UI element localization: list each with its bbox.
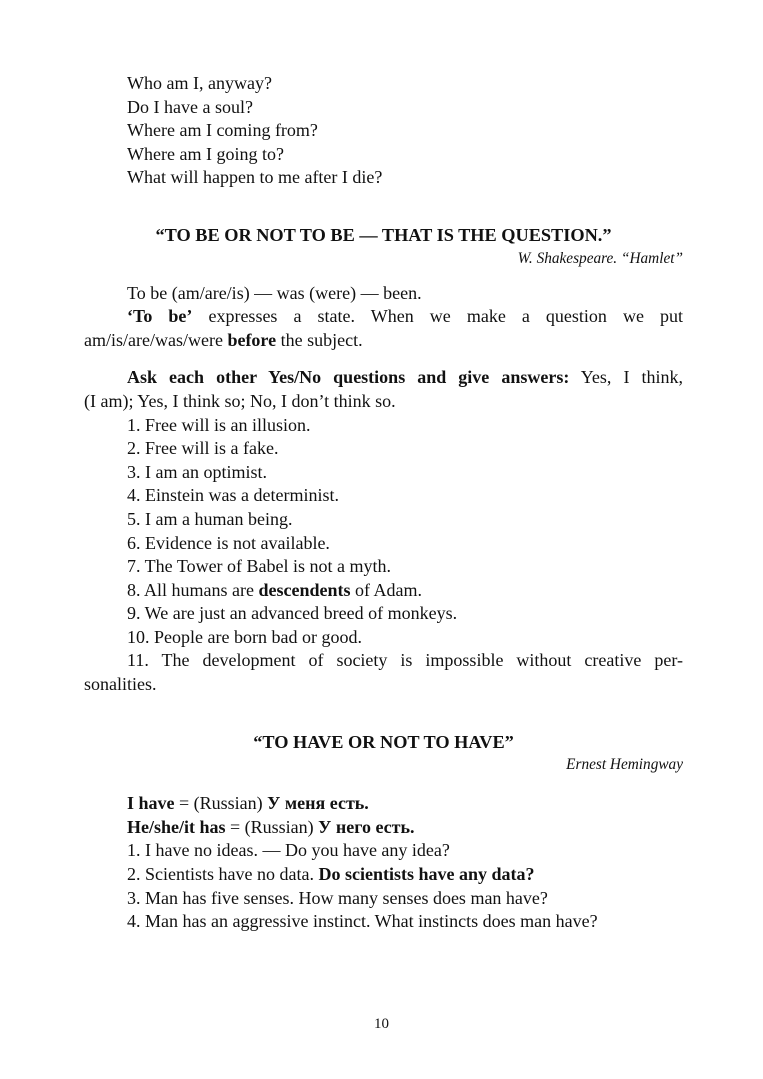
book-page	[84, 72, 683, 934]
intro-question: Do I have a soul?	[127, 96, 253, 117]
list-item-text: of Adam.	[350, 579, 422, 600]
list-item: 2. Free will is a fake.	[127, 438, 279, 459]
intro-question: Where am I going to?	[127, 143, 284, 164]
list-item-bold: descendents	[258, 579, 351, 600]
list-item: 3. I am an optimist.	[127, 461, 267, 482]
list-item: 9. We are just an advanced breed of monkeys.	[127, 603, 458, 624]
list-item	[84, 579, 683, 603]
he-has-middle: = (Russian)	[225, 816, 319, 837]
attribution-shakespeare: W. Shakespeare. “Hamlet”	[517, 249, 683, 267]
list-item: 4. Einstein was a determinist.	[127, 485, 339, 506]
i-have-middle: = (Russian)	[174, 793, 268, 814]
i-have-term: I have	[127, 793, 175, 814]
intro-question: What will happen to me after I die?	[127, 167, 383, 188]
i-have-line	[84, 792, 683, 816]
task-answers-b: (I am); Yes, I think so; No, I don’t think so.	[84, 390, 396, 411]
rule-text-b: am/is/are/was/were	[84, 329, 228, 350]
attribution-hemingway: Ernest Hemingway	[566, 756, 683, 774]
page-number: 10	[374, 1016, 389, 1032]
task-line-1	[84, 366, 683, 390]
task-answers-a: Yes, I think,	[569, 367, 683, 388]
list-item: 6. Evidence is not available.	[127, 532, 330, 553]
list-item: 5. I am a human being.	[127, 508, 293, 529]
list-item: 7. The Tower of Babel is not a myth.	[127, 556, 392, 577]
rule-term: ‘To be’	[127, 306, 193, 327]
intro-question: Who am I, anyway?	[127, 73, 272, 93]
list-item: 1. I have no ideas. — Do you have any idea?	[127, 840, 450, 861]
he-has-russian: У него есть.	[318, 816, 415, 837]
list-item	[84, 863, 683, 887]
he-has-line	[84, 816, 683, 840]
list-item: 3. Man has five senses. How many senses does man have?	[127, 887, 548, 908]
list-item: 1. Free will is an illusion.	[127, 414, 311, 435]
section-heading-to-have: “TO HAVE OR NOT TO HAVE”	[253, 731, 514, 752]
intro-questions	[84, 72, 683, 190]
rule-line-1	[84, 305, 683, 329]
list-item-bold: Do scientists have any data?	[318, 864, 535, 885]
rule-line-2	[84, 329, 683, 353]
he-has-term: He/she/it has	[127, 816, 226, 837]
intro-question: Where am I coming from?	[127, 120, 318, 141]
example-list	[84, 839, 683, 933]
section-heading-to-be: “TO BE OR NOT TO BE — THAT IS THE QUESTION.”	[155, 224, 612, 245]
rule-text-c: the subject.	[276, 329, 363, 350]
verb-forms-line: To be (am/are/is) — was (were) — been.	[127, 282, 422, 303]
list-item-text: 8. All humans are	[127, 579, 259, 600]
i-have-russian: У меня есть.	[267, 793, 369, 814]
list-item: 11. The development of society is impossible without creative per-	[127, 650, 683, 671]
list-item-text: 2. Scientists have no data.	[127, 864, 319, 885]
rule-keyword: before	[227, 329, 277, 350]
list-item: 4. Man has an aggressive instinct. What instincts does man have?	[127, 911, 598, 932]
task-label: Ask each other Yes/No questions and give answers:	[127, 367, 570, 388]
statement-list	[84, 414, 683, 697]
list-item: 10. People are born bad or good.	[127, 626, 362, 647]
list-item-continuation: sonalities.	[84, 674, 157, 695]
rule-text-a: expresses a state. When we make a question we put	[192, 306, 684, 327]
